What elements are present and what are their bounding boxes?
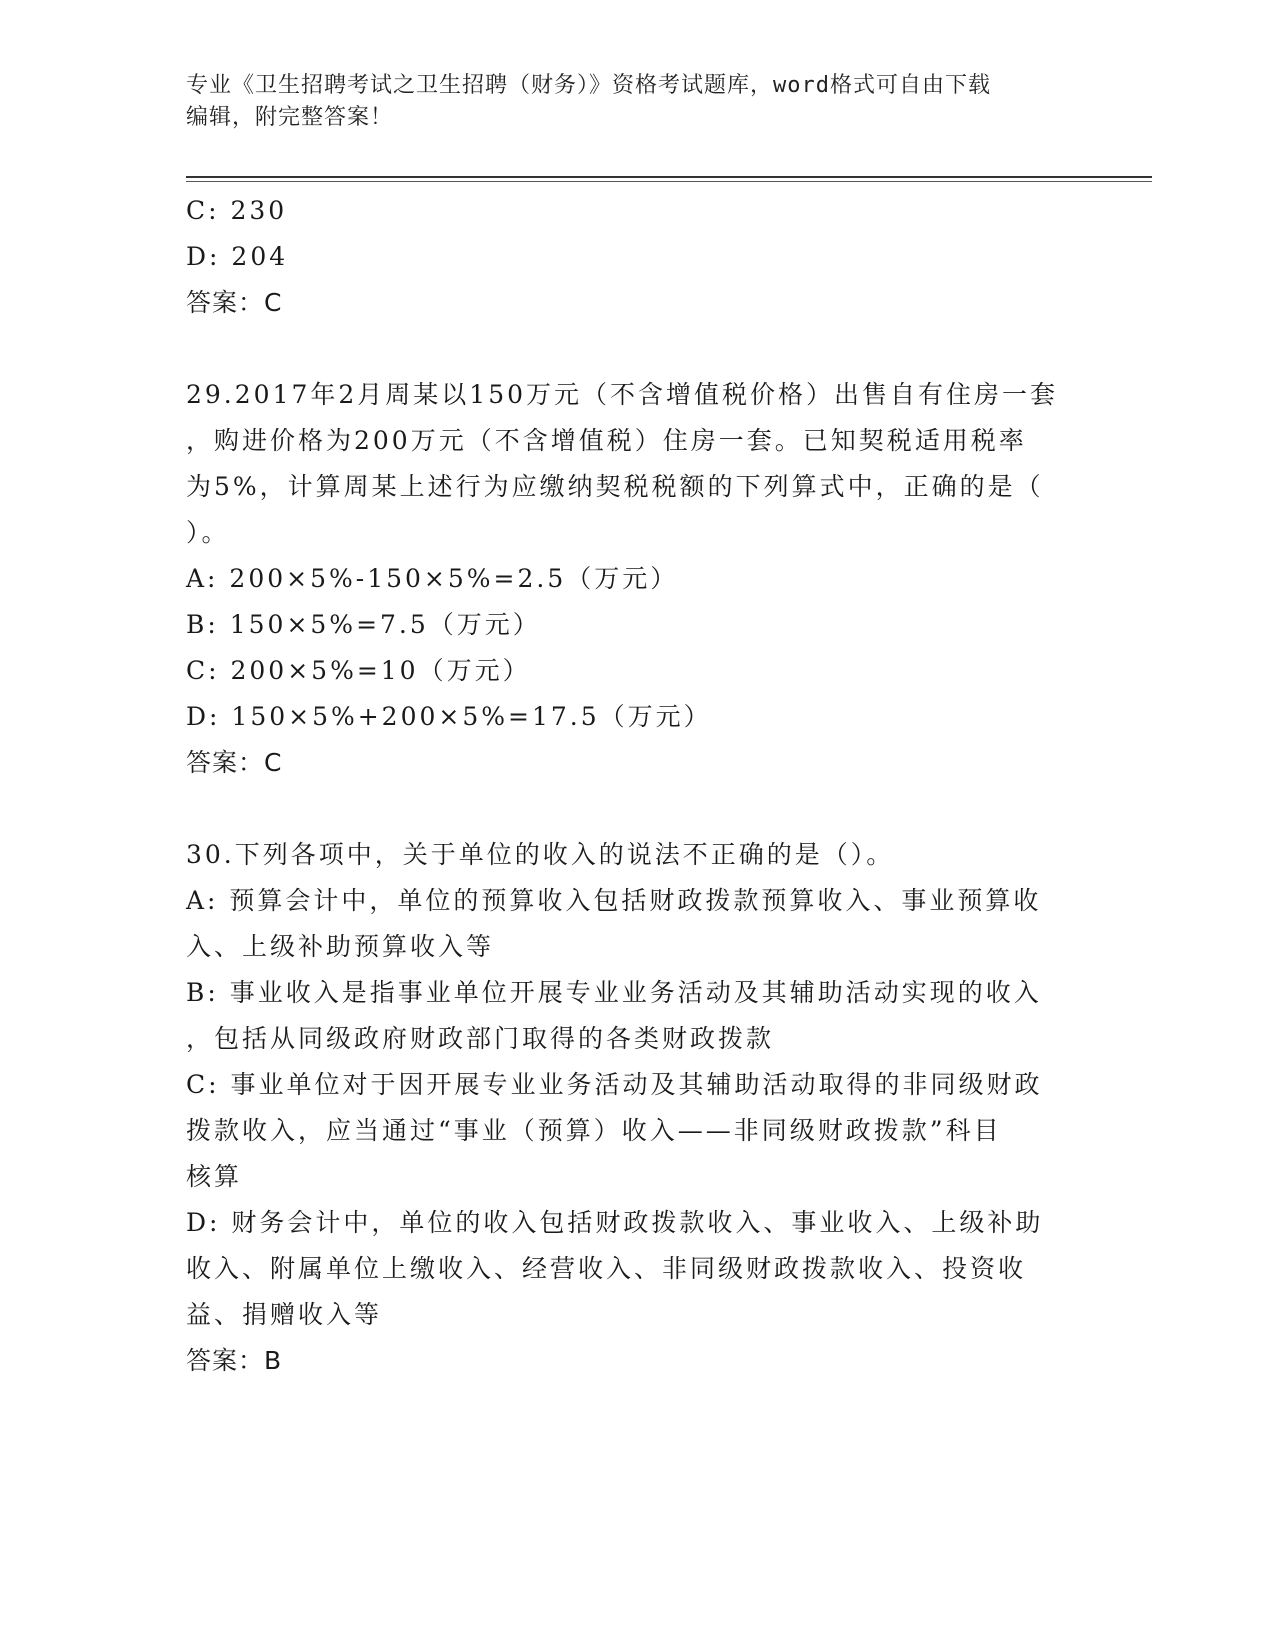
q30-option-c-line: 核算 — [186, 1162, 243, 1191]
question-content — [186, 188, 1086, 1384]
header-divider-thin — [186, 181, 1152, 182]
q29-option-b: B: 150×5%=7.5（万元） — [186, 610, 541, 639]
spacer — [186, 786, 1086, 832]
q28-option-c: C: 230 — [186, 196, 288, 225]
q29-stem-line: ）。 — [186, 518, 230, 547]
q29-stem-line: 29.2017年2月周某以150万元（不含增值税价格）出售自有住房一套 — [186, 380, 1059, 409]
q30-option-d-line: 收入、附属单位上缴收入、经营收入、非同级财政拨款收入、投资收 — [186, 1254, 1027, 1283]
q30-option-c-line: 拨款收入，应当通过“事业（预算）收入——非同级财政拨款”科目 — [186, 1116, 1002, 1145]
header-line-1: 专业《卫生招聘考试之卫生招聘（财务）》资格考试题库，word格式可自由下载 — [186, 73, 991, 98]
q30-option-b-line: ，包括从同级政府财政部门取得的各类财政拨款 — [186, 1024, 775, 1053]
header-divider-thick — [186, 176, 1152, 178]
q30-option-c-line: C: 事业单位对于因开展专业业务活动及其辅助活动取得的非同级财政 — [186, 1070, 1043, 1099]
q30-option-d-line: 益、捐赠收入等 — [186, 1300, 383, 1329]
q29-answer: 答案：C — [186, 748, 283, 777]
question-29 — [186, 372, 1086, 786]
q30-option-b-line: B: 事业收入是指事业单位开展专业业务活动及其辅助活动实现的收入 — [186, 978, 1042, 1007]
q29-option-c: C: 200×5%=10（万元） — [186, 656, 531, 685]
q30-option-a-line: 入、上级补助预算收入等 — [186, 932, 495, 961]
q29-stem-line: 为5%，计算周某上述行为应缴纳契税税额的下列算式中，正确的是（ — [186, 472, 1044, 501]
q30-answer: 答案：B — [186, 1346, 283, 1375]
q29-option-d: D: 150×5%+200×5%=17.5（万元） — [186, 702, 712, 731]
spacer — [186, 326, 1086, 372]
q30-option-d-line: D: 财务会计中，单位的收入包括财政拨款收入、事业收入、上级补助 — [186, 1208, 1044, 1237]
q28-answer: 答案：C — [186, 288, 283, 317]
q29-stem-line: ，购进价格为200万元（不含增值税）住房一套。已知契税适用税率 — [186, 426, 1027, 455]
q30-stem: 30.下列各项中，关于单位的收入的说法不正确的是（）。 — [186, 840, 895, 869]
q28-option-d: D: 204 — [186, 242, 289, 271]
q30-option-a-line: A: 预算会计中，单位的预算收入包括财政拨款预算收入、事业预算收 — [186, 886, 1042, 915]
question-28-tail — [186, 188, 1086, 326]
question-30 — [186, 832, 1086, 1384]
q29-option-a: A: 200×5%-150×5%=2.5（万元） — [186, 564, 679, 593]
document-header — [186, 70, 1086, 134]
header-line-2: 编辑，附完整答案！ — [186, 105, 394, 130]
